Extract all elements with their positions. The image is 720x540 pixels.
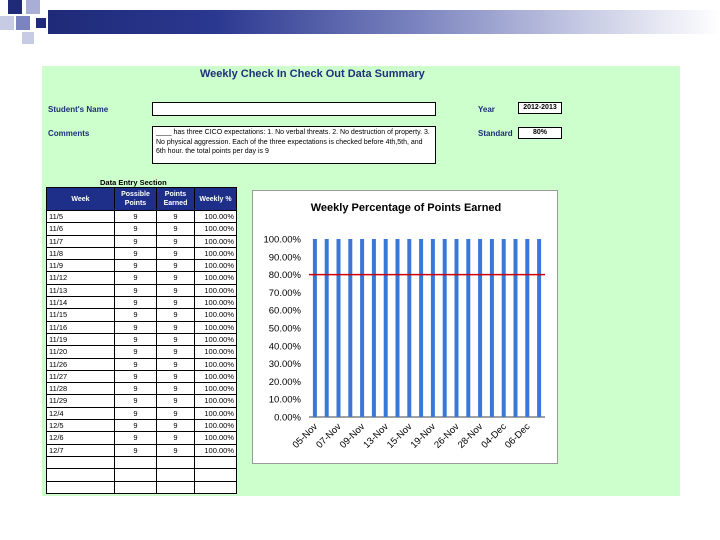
decor-square — [22, 32, 34, 44]
x-tick-label: 04-Dec — [479, 421, 509, 451]
points-earned-cell[interactable]: 9 — [157, 420, 195, 432]
weekly-percent-cell[interactable] — [195, 456, 237, 468]
points-earned-cell[interactable]: 9 — [157, 260, 195, 272]
student-name-label: Student's Name — [48, 105, 109, 114]
bar — [419, 239, 423, 417]
decor-square — [36, 18, 46, 28]
possible-points-cell[interactable]: 9 — [115, 407, 157, 419]
points-earned-column-header: Points Earned — [157, 188, 195, 211]
possible-points-cell[interactable]: 9 — [115, 309, 157, 321]
chart-canvas — [253, 191, 559, 465]
weekly-percent-cell[interactable]: 100.00% — [195, 284, 237, 296]
week-cell[interactable]: 11/28 — [47, 383, 115, 395]
week-cell[interactable] — [47, 469, 115, 481]
bar — [431, 239, 435, 417]
bar — [443, 239, 447, 417]
possible-points-cell[interactable]: 9 — [115, 346, 157, 358]
points-earned-cell[interactable]: 9 — [157, 272, 195, 284]
y-tick-label: 30.00% — [268, 359, 301, 371]
table-row — [47, 444, 237, 456]
x-tick-label: 26-Nov — [432, 421, 462, 451]
week-cell[interactable]: 11/20 — [47, 346, 115, 358]
decor-square — [8, 0, 22, 14]
standard-label: Standard — [478, 129, 513, 138]
week-cell[interactable]: 11/15 — [47, 309, 115, 321]
student-name-field[interactable] — [152, 102, 436, 116]
bar — [502, 239, 506, 417]
y-tick-label: 70.00% — [268, 287, 301, 299]
comments-label: Comments — [48, 129, 90, 138]
weekly-percent-column-header: Weekly % — [195, 188, 237, 211]
weekly-percent-cell[interactable]: 100.00% — [195, 370, 237, 382]
points-earned-cell[interactable]: 9 — [157, 321, 195, 333]
week-cell[interactable]: 11/12 — [47, 272, 115, 284]
points-earned-cell[interactable] — [157, 481, 195, 493]
bar — [478, 239, 482, 417]
possible-points-cell[interactable]: 9 — [115, 420, 157, 432]
bar — [490, 239, 494, 417]
possible-points-cell[interactable] — [115, 469, 157, 481]
y-tick-label: 90.00% — [268, 252, 301, 264]
table-row — [47, 469, 237, 481]
points-earned-cell[interactable]: 9 — [157, 235, 195, 247]
week-cell[interactable]: 11/8 — [47, 247, 115, 259]
y-tick-label: 60.00% — [268, 305, 301, 317]
week-column-header: Week — [47, 188, 115, 211]
bar — [384, 239, 388, 417]
table-header-row — [47, 188, 237, 211]
possible-points-cell[interactable]: 9 — [115, 211, 157, 223]
possible-points-cell[interactable]: 9 — [115, 321, 157, 333]
weekly-percent-cell[interactable]: 100.00% — [195, 432, 237, 444]
points-earned-cell[interactable]: 9 — [157, 247, 195, 259]
data-entry-table — [46, 187, 237, 494]
points-earned-cell[interactable] — [157, 469, 195, 481]
bar — [348, 239, 352, 417]
decor-square — [0, 16, 14, 30]
bar — [360, 239, 364, 417]
table-row — [47, 211, 237, 223]
weekly-percent-cell[interactable]: 100.00% — [195, 444, 237, 456]
bar — [325, 239, 329, 417]
possible-points-cell[interactable]: 9 — [115, 358, 157, 370]
week-cell[interactable]: 11/7 — [47, 235, 115, 247]
table-row — [47, 284, 237, 296]
y-tick-label: 10.00% — [268, 394, 301, 406]
week-cell[interactable]: 12/4 — [47, 407, 115, 419]
possible-points-cell[interactable]: 9 — [115, 260, 157, 272]
weekly-percent-cell[interactable]: 100.00% — [195, 321, 237, 333]
weekly-percentage-chart — [252, 190, 558, 464]
week-cell[interactable]: 11/6 — [47, 223, 115, 235]
points-earned-cell[interactable]: 9 — [157, 346, 195, 358]
week-cell[interactable]: 12/6 — [47, 432, 115, 444]
week-cell[interactable]: 11/29 — [47, 395, 115, 407]
bar — [466, 239, 470, 417]
weekly-percent-cell[interactable]: 100.00% — [195, 383, 237, 395]
possible-points-cell[interactable]: 9 — [115, 235, 157, 247]
possible-points-cell[interactable]: 9 — [115, 297, 157, 309]
week-cell[interactable] — [47, 456, 115, 468]
weekly-percent-cell[interactable]: 100.00% — [195, 358, 237, 370]
points-earned-cell[interactable]: 9 — [157, 284, 195, 296]
week-cell[interactable]: 11/27 — [47, 370, 115, 382]
bar — [407, 239, 411, 417]
points-earned-cell[interactable]: 9 — [157, 407, 195, 419]
table-row — [47, 272, 237, 284]
weekly-percent-cell[interactable]: 100.00% — [195, 272, 237, 284]
table-row — [47, 383, 237, 395]
week-cell[interactable]: 11/16 — [47, 321, 115, 333]
possible-points-cell[interactable]: 9 — [115, 370, 157, 382]
x-tick-label: 05-Nov — [290, 421, 321, 451]
points-earned-cell[interactable]: 9 — [157, 309, 195, 321]
y-tick-label: 50.00% — [268, 323, 301, 335]
points-earned-cell[interactable]: 9 — [157, 432, 195, 444]
possible-points-cell[interactable]: 9 — [115, 383, 157, 395]
weekly-percent-cell[interactable]: 100.00% — [195, 346, 237, 358]
bar — [313, 239, 317, 417]
chart-title: Weekly Percentage of Points Earned — [310, 202, 502, 214]
table-row — [47, 481, 237, 493]
y-tick-label: 100.00% — [263, 234, 301, 246]
week-cell[interactable]: 12/5 — [47, 420, 115, 432]
table-row — [47, 370, 237, 382]
points-earned-cell[interactable]: 9 — [157, 297, 195, 309]
points-earned-cell[interactable]: 9 — [157, 395, 195, 407]
x-tick-label: 07-Nov — [314, 421, 344, 451]
bar — [525, 239, 529, 417]
weekly-percent-cell[interactable] — [195, 481, 237, 493]
week-cell[interactable]: 11/14 — [47, 297, 115, 309]
week-cell[interactable]: 11/5 — [47, 211, 115, 223]
possible-points-cell[interactable]: 9 — [115, 223, 157, 235]
year-label: Year — [478, 105, 495, 114]
x-tick-label: 06-Dec — [502, 421, 533, 451]
table-row — [47, 407, 237, 419]
weekly-percent-cell[interactable]: 100.00% — [195, 420, 237, 432]
table-row — [47, 432, 237, 444]
y-tick-label: 20.00% — [268, 376, 301, 388]
possible-points-cell[interactable]: 9 — [115, 272, 157, 284]
week-cell[interactable]: 11/26 — [47, 358, 115, 370]
weekly-percent-cell[interactable]: 100.00% — [195, 260, 237, 272]
bar — [396, 239, 400, 417]
page-title: Weekly Check In Check Out Data Summary — [200, 68, 425, 80]
table-row — [47, 333, 237, 345]
points-earned-cell[interactable]: 9 — [157, 211, 195, 223]
weekly-percent-cell[interactable]: 100.00% — [195, 407, 237, 419]
table-row — [47, 358, 237, 370]
weekly-percent-cell[interactable]: 100.00% — [195, 235, 237, 247]
possible-points-cell[interactable]: 9 — [115, 395, 157, 407]
bar — [337, 239, 341, 417]
x-tick-label: 28-Nov — [455, 421, 486, 451]
bar — [514, 239, 518, 417]
year-value: 2012-2013 — [523, 104, 557, 111]
possible-points-cell[interactable]: 9 — [115, 444, 157, 456]
possible-points-cell[interactable]: 9 — [115, 247, 157, 259]
x-tick-label: 13-Nov — [361, 421, 391, 451]
weekly-percent-cell[interactable]: 100.00% — [195, 309, 237, 321]
weekly-percent-cell[interactable]: 100.00% — [195, 395, 237, 407]
table-row — [47, 235, 237, 247]
table-row — [47, 297, 237, 309]
y-tick-label: 40.00% — [268, 341, 301, 353]
decor-square — [16, 16, 30, 30]
y-tick-label: 80.00% — [268, 270, 301, 282]
weekly-percent-cell[interactable]: 100.00% — [195, 223, 237, 235]
week-cell[interactable]: 11/9 — [47, 260, 115, 272]
possible-points-cell[interactable]: 9 — [115, 284, 157, 296]
data-entry-table-body — [47, 211, 237, 494]
comments-text: ____ has three CICO expectations: 1. No verbal threats. 2. No destruction of property. 3. No physical aggression. Each of the three expectations is checked before 4th,5th, and 6th hour. the total points per day is 9 — [156, 129, 430, 155]
week-cell[interactable]: 11/13 — [47, 284, 115, 296]
slide-header-decoration — [0, 0, 720, 60]
points-earned-cell[interactable] — [157, 456, 195, 468]
data-entry-section-label: Data Entry Section — [100, 178, 167, 187]
bar — [372, 239, 376, 417]
possible-points-cell[interactable]: 9 — [115, 333, 157, 345]
points-earned-cell[interactable]: 9 — [157, 358, 195, 370]
possible-points-column-header: Possible Points — [115, 188, 157, 211]
weekly-percent-cell[interactable]: 100.00% — [195, 333, 237, 345]
week-cell[interactable]: 11/19 — [47, 333, 115, 345]
table-row — [47, 346, 237, 358]
decor-square — [26, 0, 40, 14]
header-gradient-bar — [48, 10, 720, 34]
week-cell[interactable]: 12/7 — [47, 444, 115, 456]
y-tick-label: 0.00% — [274, 412, 301, 424]
weekly-percent-cell[interactable]: 100.00% — [195, 211, 237, 223]
week-cell[interactable] — [47, 481, 115, 493]
points-earned-cell[interactable]: 9 — [157, 383, 195, 395]
weekly-percent-cell[interactable]: 100.00% — [195, 247, 237, 259]
x-tick-label: 09-Nov — [337, 421, 368, 451]
table-row — [47, 309, 237, 321]
table-row — [47, 260, 237, 272]
standard-value: 80% — [532, 129, 547, 136]
year-field[interactable] — [518, 102, 562, 114]
points-earned-cell[interactable]: 9 — [157, 223, 195, 235]
comments-field[interactable] — [152, 126, 436, 164]
table-row — [47, 321, 237, 333]
x-tick-label: 19-Nov — [408, 421, 439, 451]
points-earned-cell[interactable]: 9 — [157, 444, 195, 456]
weekly-percent-cell[interactable]: 100.00% — [195, 297, 237, 309]
possible-points-cell[interactable] — [115, 456, 157, 468]
table-row — [47, 456, 237, 468]
possible-points-cell[interactable]: 9 — [115, 432, 157, 444]
x-tick-label: 15-Nov — [384, 421, 415, 451]
standard-field[interactable] — [518, 127, 562, 139]
table-row — [47, 247, 237, 259]
points-earned-cell[interactable]: 9 — [157, 370, 195, 382]
table-row — [47, 223, 237, 235]
weekly-percent-cell[interactable] — [195, 469, 237, 481]
bar — [537, 239, 541, 417]
points-earned-cell[interactable]: 9 — [157, 333, 195, 345]
possible-points-cell[interactable] — [115, 481, 157, 493]
table-row — [47, 395, 237, 407]
table-row — [47, 420, 237, 432]
bar — [455, 239, 459, 417]
